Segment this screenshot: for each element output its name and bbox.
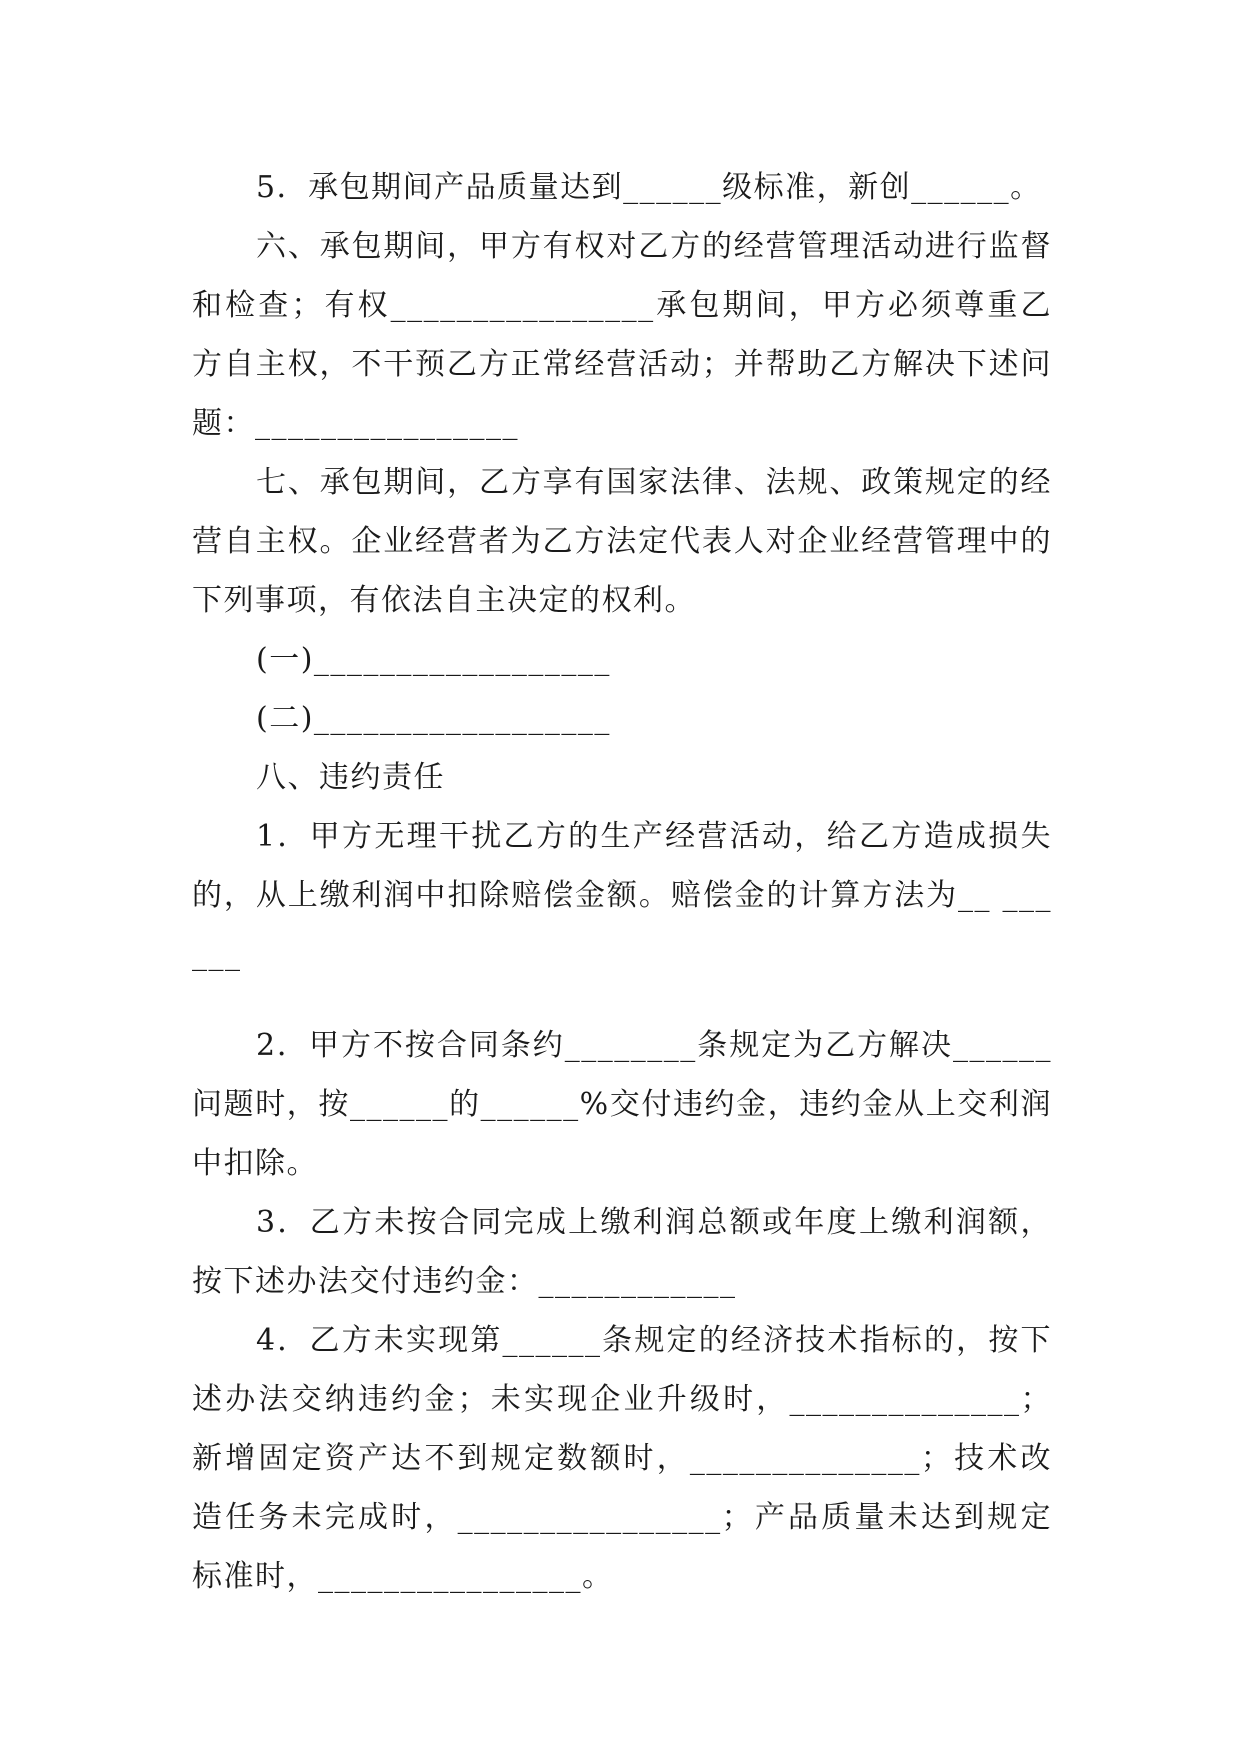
section-8-heading: 八、违约责任 bbox=[256, 760, 445, 795]
item-1-blank: (一)__________________ bbox=[256, 642, 611, 677]
clause-3-profit: 3．乙方未按合同完成上缴利润总额或年度上缴利润额，按下述办法交付违约金：____________ bbox=[192, 1205, 1052, 1299]
section-6-supervision: 六、承包期间，甲方有权对乙方的经营管理活动进行监督和检查；有权________________承包期间，甲方必须尊重乙方自主权，不干预乙方正常经营活动；并帮助乙方解决下述问题：________________ bbox=[192, 229, 1052, 441]
clause-5-quality: 5．承包期间产品质量达到______级标准，新创______。 bbox=[256, 170, 1042, 205]
item-2-blank: (二)__________________ bbox=[256, 701, 611, 736]
clause-4-indicators: 4．乙方未实现第______条规定的经济技术指标的，按下述办法交纳违约金；未实现企业升级时，______________；新增固定资产达不到规定数额时，______________；技术改造任务未完成时，________________；产品质量未达到规定标准时，________________。 bbox=[192, 1323, 1052, 1594]
clause-1-interference: 1．甲方无理干扰乙方的生产经营活动，给乙方造成损失的，从上缴利润中扣除赔偿金额。赔偿金的计算方法为__ ______ bbox=[192, 819, 1052, 972]
section-7-autonomy: 七、承包期间，乙方享有国家法律、法规、政策规定的经营自主权。企业经营者为乙方法定代表人对企业经营管理中的下列事项，有依法自主决定的权利。 bbox=[192, 465, 1052, 618]
clause-2-penalty: 2．甲方不按合同条约________条规定为乙方解决______问题时，按______的______%交付违约金，违约金从上交利润中扣除。 bbox=[192, 1028, 1052, 1181]
spacer bbox=[192, 984, 1052, 1016]
document-body bbox=[192, 158, 1052, 1606]
